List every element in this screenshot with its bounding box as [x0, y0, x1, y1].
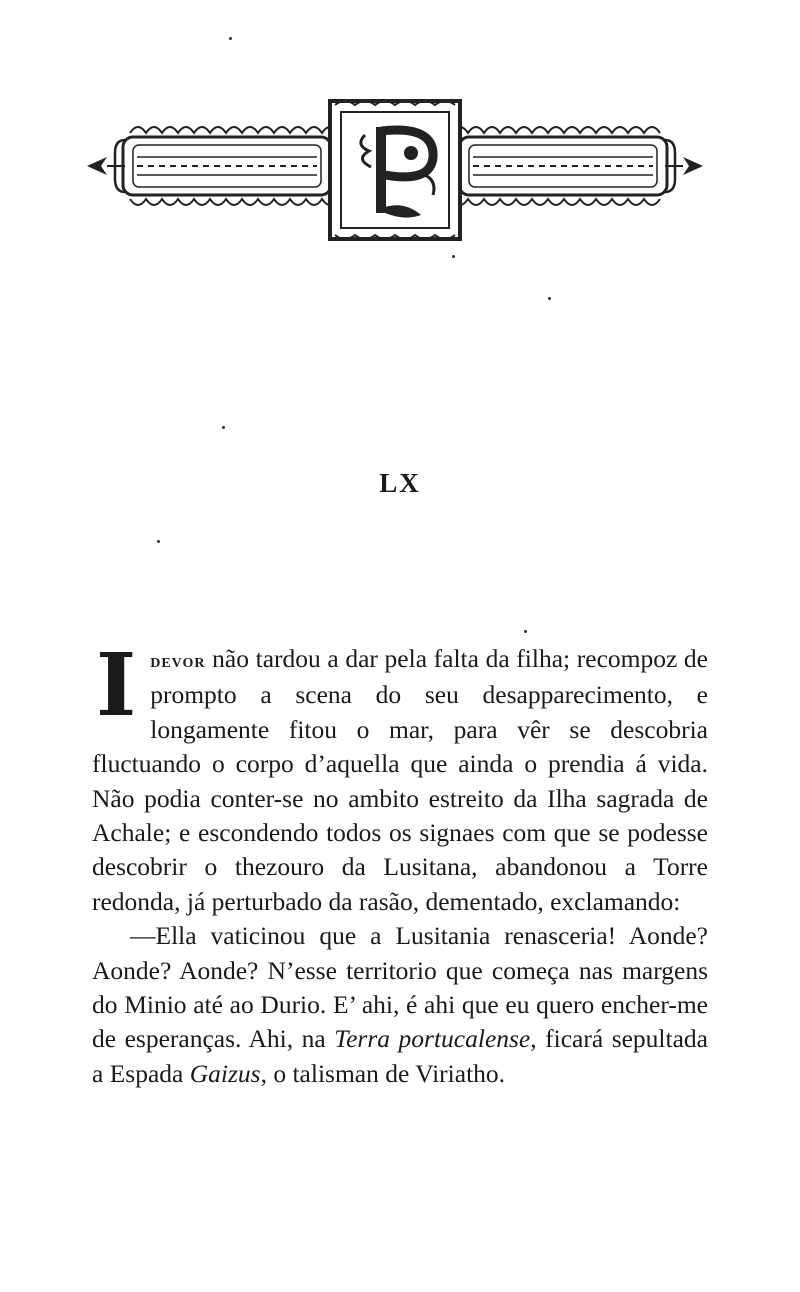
ink-speck: [222, 426, 225, 429]
chapter-heading: LX: [379, 468, 421, 498]
paragraph-1-text: não tardou a dar pela falta da filha; recompoz de prompto a scena do seu desapparecimento, e longamente fitou o mar, para vêr se descobria fluctuando o corpo d’aquella que ainda o prendia á vida. Não podia conter-se no ambito estreito da Ilha sagrada de Achale; e escondendo todos os signaes com que se podesse descobrir o thezouro da Lusitana, abandonou a Torre redonda, já perturbado da rasão, dementado, exclamando:: [92, 644, 708, 916]
right-arrow-tip-icon: [683, 157, 703, 175]
ink-speck: [157, 540, 160, 543]
italic-term-terra: Terra portucalense: [334, 1024, 531, 1054]
decorative-scroll-banner-icon: [85, 95, 705, 245]
paragraph-2-text-b: , ficará sepultada a Espada: [92, 1024, 708, 1088]
paragraph-2: [92, 919, 708, 1091]
initial-letter-p-emblem-icon: [330, 101, 460, 239]
paragraph-2-text-a: —Ella vaticinou que a Lusitania renasceria! Aonde? Aonde? Aonde? N’esse territorio que começa nas margens do Minio até ao Durio. E’ ahi, é ahi que eu quero encher-me de esperanças. Ahi, na: [92, 921, 708, 1054]
italic-term-gaizus: Gaizus: [189, 1058, 261, 1088]
lead-word: devor: [150, 650, 206, 672]
ink-speck: [548, 297, 551, 300]
left-arrow-tip-icon: [87, 157, 107, 175]
paragraph-1: [92, 635, 708, 919]
ink-speck: [229, 37, 232, 40]
right-band: [452, 127, 675, 205]
drop-cap: I: [96, 635, 137, 736]
paragraph-2-text-c: , o talisman de Viriatho.: [260, 1058, 506, 1088]
chapter-text: [92, 635, 708, 1091]
left-band: [115, 127, 338, 205]
ink-speck: [524, 630, 527, 633]
ink-speck: [452, 255, 455, 258]
